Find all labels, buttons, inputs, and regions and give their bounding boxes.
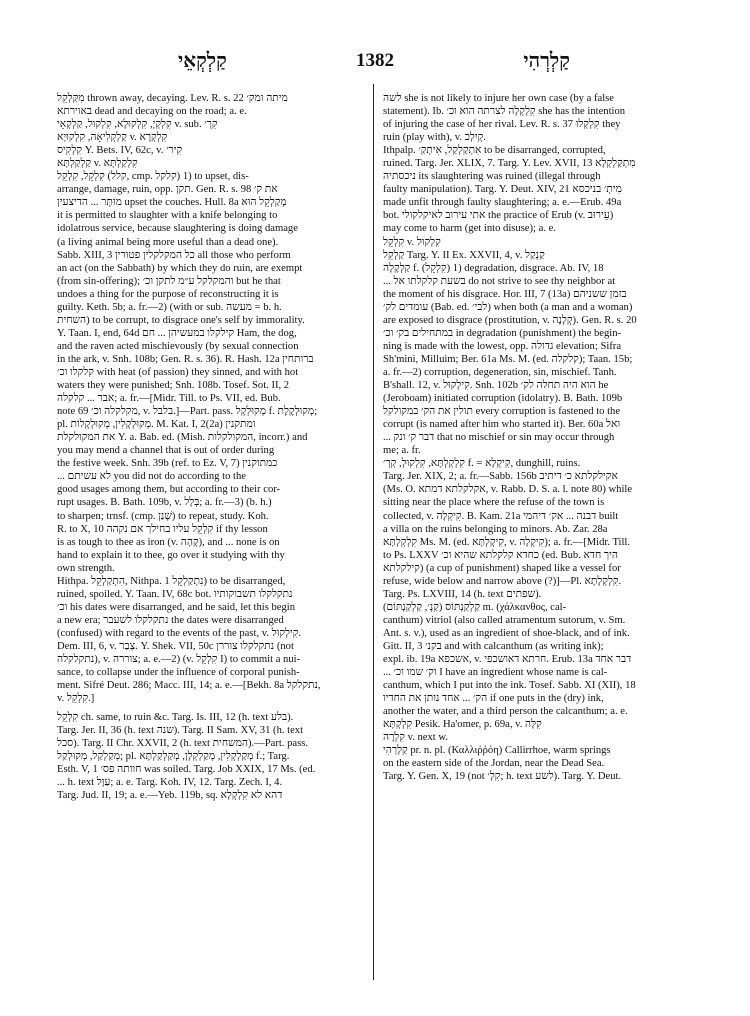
text-line: קַלְקְלִיאָה, קִלְקוּיָא v. קִלְקְרָא: [57, 132, 168, 144]
text-line: is as tough to thee as iron (v. קָהָה), and ... none is on: [57, 536, 280, 548]
text-line: canthum) vitriol (also called atramentum sutorum, v. Sm.: [383, 614, 626, 626]
text-line: a new era; נתקלקלו לשעבר the dates were disarranged: [57, 614, 284, 626]
text-line: Targ. Y. Gen. X, 19 (not קִלְ׳; h. text לשע). Targ. Y. Deut.: [383, 771, 622, 783]
text-line: (a living animal being more useful than a dead one).: [57, 236, 279, 248]
text-line: קַלְקַלְתָּא v. קִלְקַלְתָּא: [57, 158, 138, 170]
text-line: made unfit through faulty slaughtering; a. e.—Erub. 49a: [383, 197, 622, 209]
text-line: the moment of his disgrace. Hor. III, 7 (13a) בזמן ששניהם: [383, 288, 627, 300]
text-line: bot. אתי עירוב לאיקלקולי the practice of Erub (v. עֵירוּב): [383, 210, 614, 222]
text-line: waters they were punished; Snh. 108b. Tosef. Sot. II, 2: [57, 380, 290, 392]
text-line: refuse, wide below and narrow above (?)]—Pl. קִלְקְלָתָא.: [383, 575, 622, 587]
text-line: a villa on the ruins belonging to minors. Ab. Zar. 28a: [383, 523, 608, 535]
text-line: קִלְקְיָ, קִלְקוּלָא, קִלְקוּל, קַלְקְאֵי v. sub. קִרְ׳: [57, 119, 218, 131]
text-line: קִלְרָה v. next w.: [383, 732, 448, 744]
left-column: [57, 92, 365, 982]
text-line: collected, v. קִיקְלָה. B. Kam. 21a דבנה ... אק׳ דיהמי built: [383, 510, 619, 522]
text-line: expl. ib. 19a אשכפא, v. חרתא דאושכפי. Erub. 13a דבר אחד: [383, 654, 632, 666]
text-line: מְקַלְקַל, מְקוּלְקַל; pl. מְקַלְקְלִין, מְקַלְקְלָן, מְקַלְקַלְתָּא f.; Targ.: [57, 751, 290, 763]
text-line: קילקלתא) (a cup of punishment) shaped like a vessel for: [383, 562, 621, 574]
text-line: me; a. fr.: [383, 445, 421, 457]
text-line: are exposed to disgrace (prostitution, v. קְלָנָה). Gen. R. s. 20: [383, 314, 637, 326]
text-line: הק׳ ... אחד נותן את החדיו if one puts in the (dry) ink,: [383, 693, 604, 705]
text-line: ning is made with the lowest, opp. גדולה elevation; Sifra: [383, 340, 622, 352]
column-divider: [373, 84, 374, 980]
text-line: of injuring the case of her rival. Lev. R. s. 37 קִלְקְלוּ they: [383, 119, 621, 131]
text-line: canthum, which I put into the ink. Tosef. Sabb. XI (XII), 18: [383, 680, 636, 692]
text-line: ruined. Targ. Jer. XLIX, 7. Targ. Y. Lev. XVII, 13 מִתְקַלְקְלָא: [383, 158, 636, 170]
text-line: במתחילים בק׳ וכ׳ in degradation (punishment) the begin-: [383, 327, 622, 339]
text-line: to Ps. LXXV כחדא קלקלתא שהיא וכ׳ (ed. Bub. היך חדא: [383, 549, 618, 561]
text-line: ruined, spoiled. Y. Taan. IV, 68c bot. נתקלקלו תשבוקותיו: [57, 588, 293, 600]
text-line: pl. מְקוּלְקָלִין, מְקוּלְקָלוֹת. M. Kat. I, 2(2a) ומתקנין: [57, 419, 256, 431]
text-line: good usages among them, but according to their cor-: [57, 484, 281, 496]
text-line: את המקולקלת Y. a. Bab. ed. (Mish. המקולקלות, incorr.) and: [57, 432, 308, 444]
text-line: undoes a thing for the purpose of reconstructing it is: [57, 288, 279, 300]
text-line: קַלְקַנְתּוֹס (קַנְ׳, קַלְקַנְתּוֹם) m. (χάλκανθος, cal-: [383, 601, 567, 613]
text-line: ניכסתיה its slaughtering was ruined (illegal through: [383, 171, 601, 183]
text-line: באוירתא dead and decaying on the road; a. e.: [57, 106, 247, 118]
text-line: you may mend a channel that is out of order during: [57, 445, 275, 457]
text-line: קִלְקֵל ch. same, to ruin &c. Targ. Is. III, 12 (h. text בלע).: [57, 712, 294, 724]
text-line: note 69 מקלקלה וכ׳, v. בלבל.]—Part. pass. מְקוּלְקָל f. מְקוּלְקֶלֶת;: [57, 406, 318, 418]
text-line: Ithpalp. אִתְקַלְקַל, אִיתְקַ׳ to be disarranged, corrupted,: [383, 145, 606, 157]
text-line: it is permitted to slaughter with a knife belonging to: [57, 210, 278, 222]
left-catchword: קַלְקְאֵי: [178, 50, 227, 72]
text-line: (from sin-offering); והמקלקל ע״מ לתקן וכ׳ but he that: [57, 275, 281, 287]
text-line: R. to X, 10 קִלְקֵל עליו בחילך אם נקהה if thy lesson: [57, 523, 268, 535]
text-line: Dem. III, 6, v. צְבַר. Y. Shek. VII, 50c נתקלקלו צוררן (not: [57, 640, 294, 652]
text-line: קַלְקָלָה f. (קִלְקֵל) 1) degradation, disgrace. Ab. IV, 18: [383, 262, 604, 274]
text-line: (confused) with regard to the events of the past, v. קִילְקוּל.: [57, 627, 302, 639]
text-line: ... לא עשיתם you did not do according to the: [57, 471, 246, 483]
text-line: Targ. Jud. II, 19; a. e.—Yeb. 119b, sq. דהא לא קִלְקְלָא: [57, 790, 283, 802]
text-line: rupt usages. B. Bath. 109b, v. בְּלָל; a. fr.—3) (b. h.): [57, 497, 272, 509]
text-line: ment. Sifré Deut. 286; Macc. III, 14; a. e.—[Bekh. 8a נתקלקל,: [57, 680, 321, 692]
text-line: corrupt (is named after him who started it). Ber. 60a ואל: [383, 419, 621, 431]
text-line: Sh'mini, Milluim; Ber. 61a Ms. M. (ed. קלקלה); Taan. 15b;: [383, 353, 633, 365]
text-line: Ant. s. v.), used as an ingredient of shoe-black, and of ink.: [383, 627, 630, 639]
text-line: Targ. Ps. LXVIII, 14 (h. text שפתים).: [383, 588, 542, 600]
text-line: idolatrous service, because slaughtering is doing damage: [57, 223, 298, 235]
text-line: קִלְקֵל, קִלְקֵל (קלל, cmp. קלקל) 1) to upset, dis-: [57, 171, 249, 183]
text-line: קִלְקִיס Y. Bets. IV, 62c, v. קִיר׳: [57, 145, 183, 157]
text-line: השחית) to be corrupt, to disgrace one's self by immorality.: [57, 314, 305, 326]
text-line: guilty. Keth. 5b; a. fr.—2) (with or sub. מעשה = b. h.: [57, 301, 282, 313]
text-line: נתקלקלה), v. צוררה; a. e.—2) (v. קִלְקֵל I) to commit a nui-: [57, 654, 301, 666]
text-line: מִקַּלְקֵל thrown away, decaying. Lev. R. s. 22 מיתה ומק׳: [57, 93, 288, 104]
text-line: another the water, and a third person the calcanthum; a. e.: [383, 706, 628, 718]
text-line: ... דבר ק׳ ונק that no mischief or sin may occur through: [383, 432, 615, 444]
text-line: קִלְקֵל v. קִלְקוּל: [383, 236, 441, 248]
text-line: B'shall. 12, v. קִילְקוּל. Snh. 102b הוא היה תחלה לק׳ he: [383, 380, 609, 392]
text-line: ruin (play with), v. קְיִלְכ.: [383, 132, 486, 144]
text-line: own strength.: [57, 562, 115, 574]
text-line: קִלְקְלְתָּא Ms. M. (ed. קִיקְלְתָּא, v. קִיקְלָה); a. fr.—[Midr. Till.: [383, 536, 631, 548]
text-line: Gitt. II, 3 בקנ׳ and with calcanthum (as writing ink);: [383, 640, 604, 652]
text-line: Y. Taan. I, end, 64d קילקלו במעשיהן ... חם Ham, the dog,: [57, 327, 297, 339]
text-line: hand to explain it to thee, go over it studying with thy: [57, 549, 285, 561]
text-line: statement). Ib. קִלְקְלָה לצרתה הוא וכ׳ she has the intention: [383, 106, 626, 118]
text-line: a. fr.—2) corruption, degeneration, sin, mischief. Tanh.: [383, 366, 617, 378]
text-line: to sharpen; trnsf. (cmp. שָׁנַן) to repeat, study. Koh.: [57, 510, 269, 522]
page-header: [0, 50, 750, 80]
text-line: תולין את הק׳ במקולקל every corruption is fastened to the: [383, 406, 621, 418]
text-line: in the ark, v. Snh. 108b; Gen. R. s. 36). R. Hash. 12a ברותחין: [57, 353, 314, 365]
text-line: on the eastern side of the Jordan, near the Dead Sea.: [383, 758, 605, 770]
text-line: (Jeroboam) initiated corruption (idolatry). B. Bath. 109b: [383, 393, 623, 405]
text-line: sitting near the place where the refuse of the town is: [383, 497, 605, 509]
text-line: faulty manipulation). Targ. Y. Deut. XIV, 21 מִיתְ׳ בניכסא: [383, 184, 622, 196]
text-line: ... וק׳ שמו וכ׳ I have an ingredient whose name is cal-: [383, 667, 608, 679]
text-line: may come to harm (get into disuse); a. e.: [383, 223, 556, 235]
text-line: arrange, damage, ruin, opp. תקן. Gen. R. s. 98 את ק׳: [57, 184, 278, 196]
text-line: קִלְקְלְתָּא, קִלְקוּלְ, קְרְ׳ f. = קִיקְלָא, dunghill, ruins.: [383, 458, 581, 470]
text-line: Sabb. XIII, 3 כל המקלקלין פטורין all those who perform: [57, 249, 291, 261]
text-line: Hithpa. הִתְקַלְקֵל, Nithpa. נִתְקַלְקֵל 1) to be disarranged,: [57, 575, 286, 587]
text-line: קלקלו וכ׳ with heat (of passion) they sinned, and with hot: [57, 366, 299, 378]
text-line: ... בשעת קלקלתו אל do not strive to see thy neighbor at: [383, 275, 616, 287]
text-line: מוּתָּר ... הדיצעין upset the couches. Hull. 8a מְקַלְקֵל הוּא: [57, 197, 287, 209]
text-line: קִלְקְתָּא Pesik. Ha'omer, p. 69a, v. קִלָּה: [383, 719, 542, 731]
text-line: סכל). Targ. II Chr. XXVII, 2 (h. text המשחית).—Part. pass.: [57, 738, 308, 750]
text-line: sance, to collapse under the influence of corporal punish-: [57, 667, 300, 679]
text-line: and the raven acted mischievously (by sexual connection: [57, 340, 299, 352]
text-line: קַלְקֵל Targ. Y. II Ex. XXVII, 4, v. קַנְקַל: [383, 249, 545, 261]
text-line: v. קִלְקֵל.]: [57, 693, 95, 705]
right-catchword: קַלְרְהִי: [523, 50, 570, 72]
text-line: an act (on the Sabbath) by which they do ruin, are exempt: [57, 262, 303, 274]
right-column: [383, 92, 695, 982]
text-line: קַלְרְהִי pr. n. pl. (Καλλιῤῥόη) Callirrhoe, warm springs: [383, 745, 611, 757]
text-line: the festive week. Snh. 39b (ref. to Ez. V, 7) כמתוקנין: [57, 458, 278, 470]
text-line: לשה she is not likely to injure her own case (by a false: [383, 93, 614, 104]
text-line: אבר ... קלקלה; a. fr.—[Midr. Till. to Ps. VII, ed. Bub.: [57, 393, 281, 405]
text-line: Targ. Jer. II, 36 (h. text שנה). Targ. II Sam. XV, 31 (h. text: [57, 725, 304, 737]
text-line: (Ms. O. אקלקלתא דמתא, v. Rabb. D. S. a. l. note 80) while: [383, 484, 633, 496]
text-line: Esth. V, 1 חוותה פס׳ was soiled. Targ. Job XXIX, 17 Ms. (ed.: [57, 764, 316, 776]
text-line: ... h. text עַוָּל; a. e. Targ. Koh. IV, 12. Targ. Zech. I, 4.: [57, 777, 283, 789]
text-line: וכ׳ his dates were disarranged, and he said, let this begin: [57, 601, 296, 613]
text-line: Targ. Jer. XIX, 2; a. fr.—Sabb. 156b אקילקלתא כ׳ דיתיב: [383, 471, 618, 483]
page-number: 1382: [356, 50, 394, 71]
text-line: עומדים לק׳ (Bab. ed. לבי׳) when both (a man and a woman): [383, 301, 633, 313]
